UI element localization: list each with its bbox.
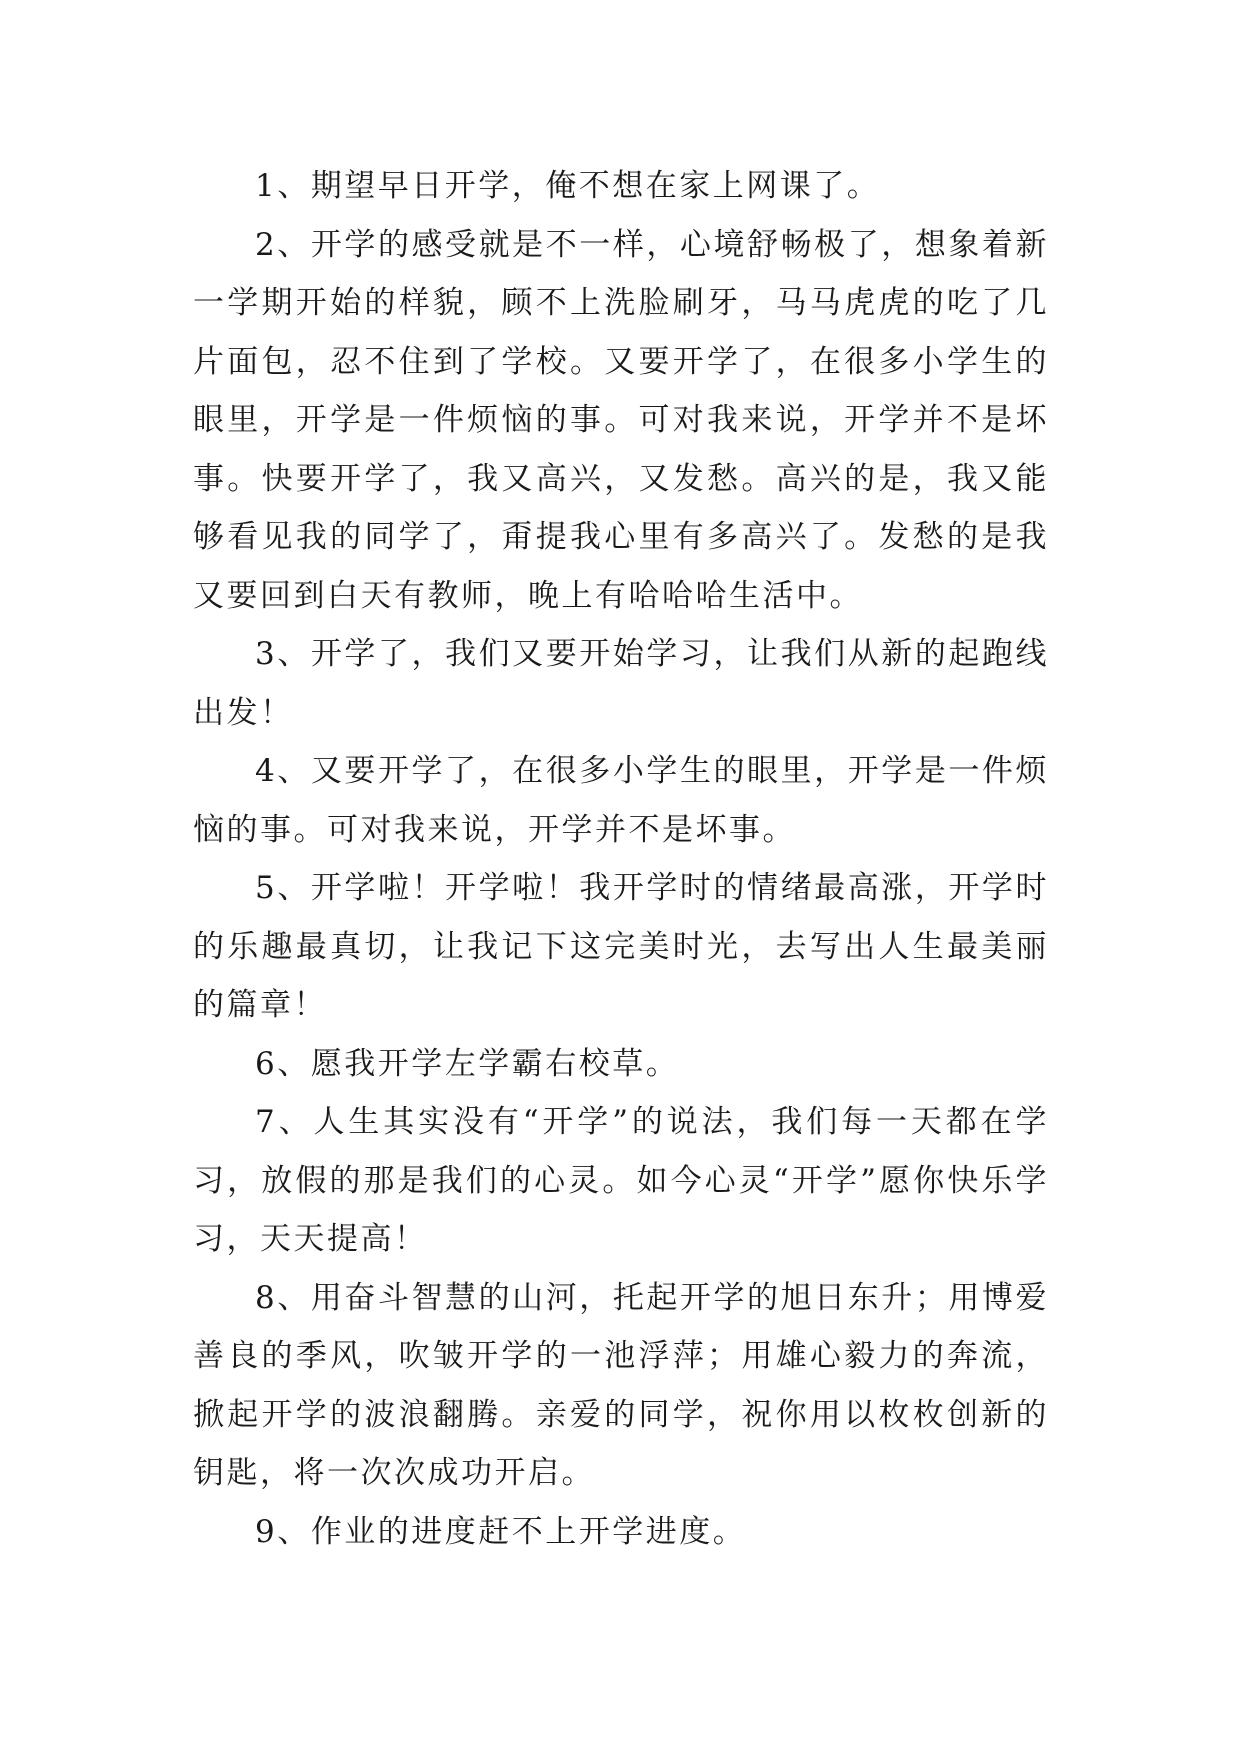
paragraph-1: 1、期望早日开学，俺不想在家上网课了。 (255, 168, 881, 204)
paragraph-4: 4、又要开学了，在很多小学生的眼里，开学是一件烦恼的事。可对我来说，开学并不是坏事。 (193, 753, 1049, 848)
paragraph-8: 8、用奋斗智慧的山河，托起开学的旭日东升；用博爱善良的季风，吹皱开学的一池浮萍；用雄心毅力的奔流，掀起开学的波浪翻腾。亲爱的同学，祝你用以枚枚创新的钥匙，将一次次成功开启。 (193, 1279, 1049, 1491)
paragraph-7: 7、人生其实没有“开学”的说法，我们每一天都在学习，放假的那是我们的心灵。如今心灵“开学”愿你快乐学习，天天提高！ (193, 1104, 1049, 1257)
paragraph-9: 9、作业的进度赶不上开学进度。 (255, 1513, 747, 1550)
paragraph-2: 2、开学的感受就是不一样，心境舒畅极了，想象着新一学期开始的样貌，顾不上洗脸刷牙，马马虎虎的吃了几片面包，忍不住到了学校。又要开学了，在很多小学生的眼里，开学是一件烦恼的事。可对我来说，开学并不是坏事。快要开学了，我又高兴，又发愁。高兴的是，我又能够看见我的同学了，甭提我心里有多高兴了。发愁的是我又要回到白天有教师，晚上有哈哈哈生活中。 (193, 226, 1049, 614)
paragraph-3: 3、开学了，我们又要开始学习，让我们从新的起跑线出发！ (193, 636, 1049, 731)
paragraph-5: 5、开学啦！开学啦！我开学时的情绪最高涨，开学时的乐趣最真切，让我记下这完美时光，去写出人生最美丽的篇章！ (193, 870, 1049, 1023)
paragraph-6: 6、愿我开学左学霸右校草。 (255, 1045, 680, 1082)
document-body (193, 157, 1049, 1561)
